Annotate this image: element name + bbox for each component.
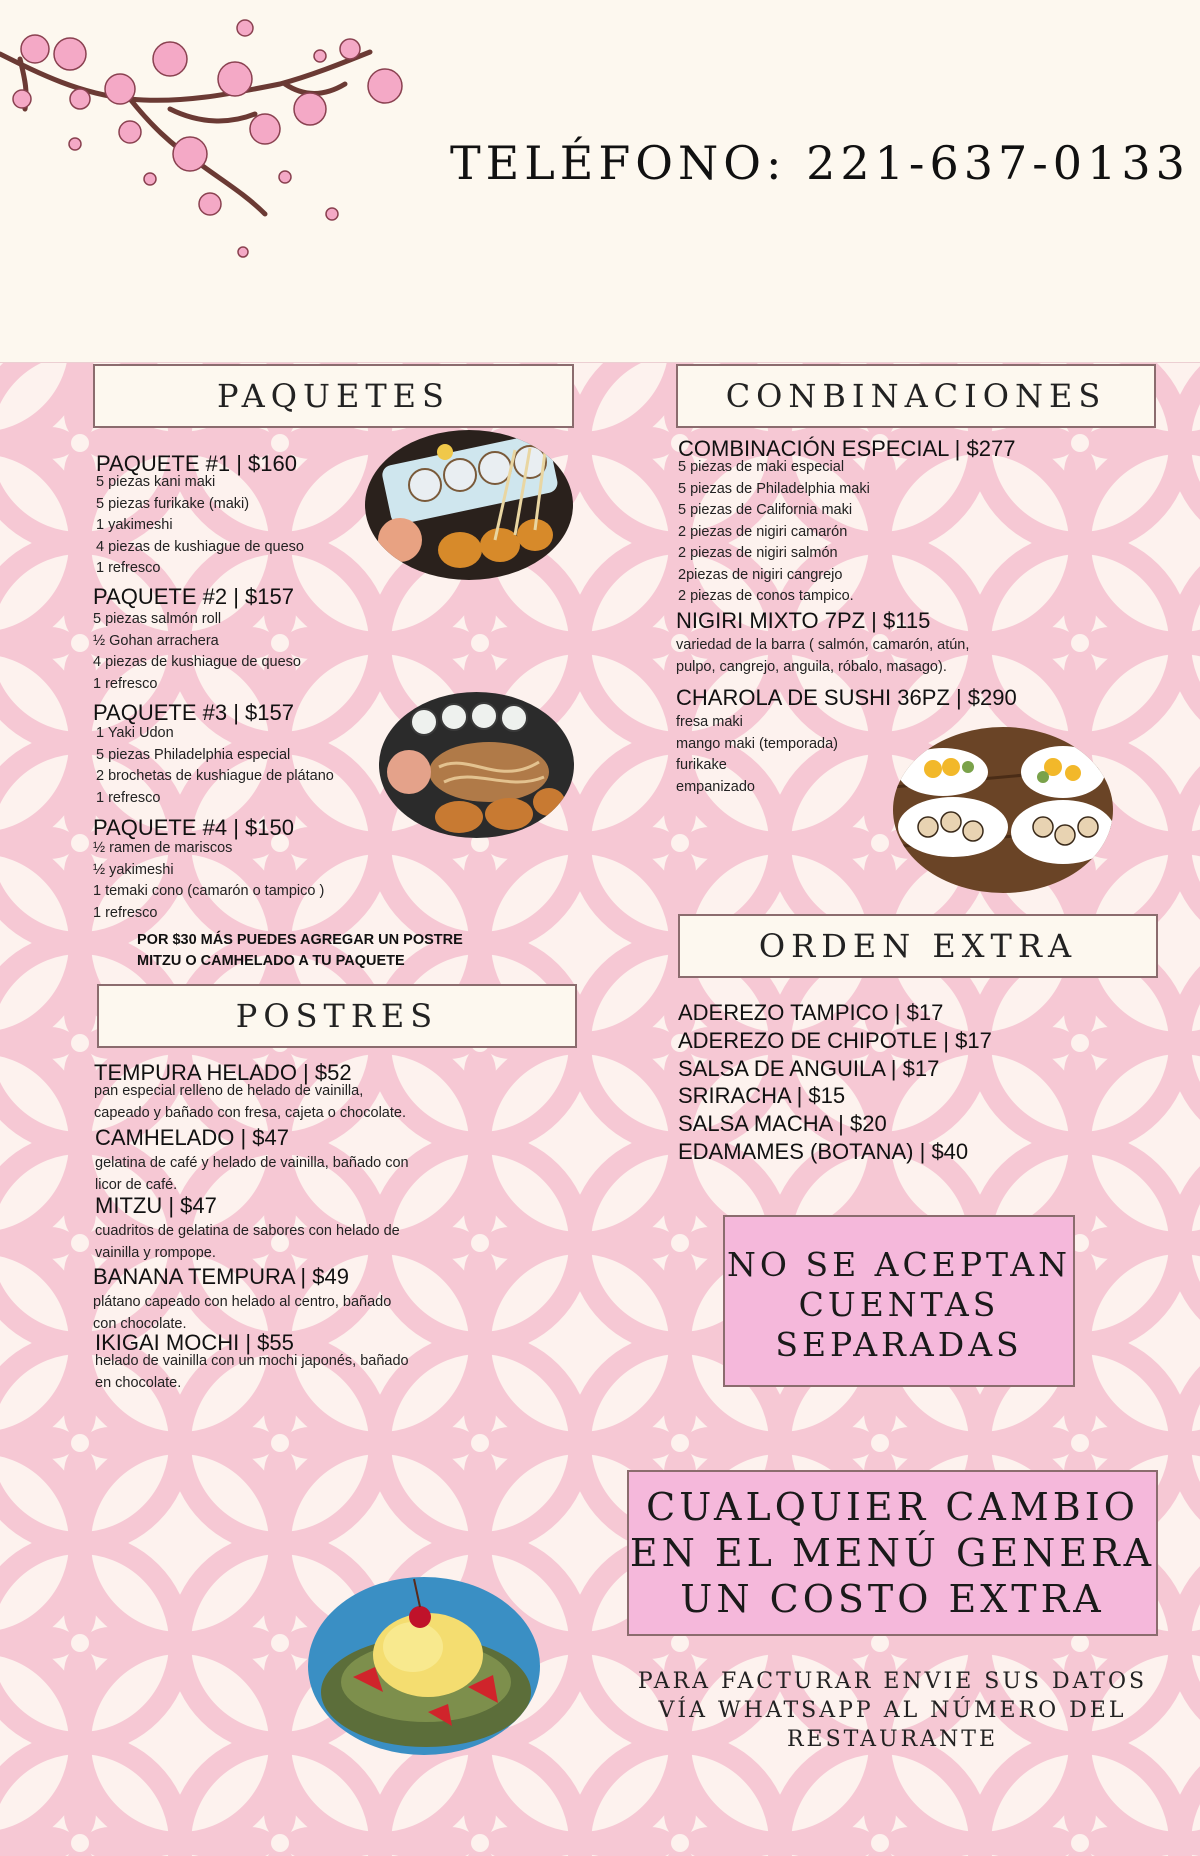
no-split-bills-notice <box>723 1215 1075 1387</box>
item-line: gelatina de café y helado de vainilla, bañado con <box>95 1155 409 1171</box>
notice-line: SEPARADAS <box>775 1325 1023 1364</box>
item-line: 2 brochetas de kushiague de plátano <box>96 768 334 784</box>
item-line: 1 refresco <box>93 904 158 921</box>
item-line: cuadritos de gelatina de sabores con helado de <box>95 1223 400 1239</box>
paquete-title: PAQUETE #1 | $160 <box>96 451 297 476</box>
combinacion-title: COMBINACIÓN ESPECIAL | $277 <box>678 436 1016 461</box>
extra-item: EDAMAMES (BOTANA) | $40 <box>678 1138 969 1164</box>
postre-3 <box>95 1193 400 1264</box>
dessert-photo <box>308 1577 540 1755</box>
note-line: MITZU O CAMHELADO A TU PAQUETE <box>137 953 405 969</box>
item-line: fresa maki <box>676 714 743 730</box>
item-line: 5 piezas Philadelphia especial <box>96 746 291 763</box>
item-line: pulpo, cangrejo, anguila, róbalo, masago). <box>676 658 947 675</box>
extra-item: SALSA MACHA | $20 <box>678 1111 887 1137</box>
item-line: 5 piezas kani maki <box>96 474 216 490</box>
extra-item: ADEREZO TAMPICO | $17 <box>678 1000 944 1025</box>
item-line: 1 yakimeshi <box>96 517 173 533</box>
note-line: POR $30 MÁS PUEDES AGREGAR UN POSTRE <box>137 932 463 948</box>
paquete-2 <box>93 584 301 695</box>
postres-title: POSTRES <box>97 984 577 1048</box>
note-line: VÍA WHATSAPP AL NÚMERO DEL <box>658 1698 1127 1723</box>
postre-1 <box>94 1060 406 1124</box>
item-line: licor de café. <box>95 1176 178 1193</box>
invoice-note <box>620 1667 1165 1754</box>
paquetes-title: PAQUETES <box>93 364 574 428</box>
item-line: variedad de la barra ( salmón, camarón, atún, <box>676 637 970 653</box>
header <box>0 0 1200 362</box>
item-line: 1 Yaki Udon <box>96 725 174 741</box>
item-line: vainilla y rompope. <box>95 1244 216 1261</box>
item-line: capeado y bañado con fresa, cajeta o chocolate. <box>94 1104 406 1121</box>
menu-change-notice <box>627 1470 1158 1636</box>
item-line: furikake <box>676 757 727 773</box>
combinacion-1 <box>678 436 1015 608</box>
dessert-addon-note <box>137 930 463 972</box>
item-line: con chocolate. <box>93 1315 187 1332</box>
extra-item: SRIRACHA | $15 <box>678 1083 846 1109</box>
item-line: 2 piezas de nigiri camarón <box>678 523 848 540</box>
item-line: 2 piezas de conos tampico. <box>678 588 854 604</box>
item-line: 4 piezas de kushiague de queso <box>93 654 301 670</box>
item-line: 2 piezas de nigiri salmón <box>678 545 838 561</box>
paquete-1 <box>96 451 304 580</box>
orden-extra-list <box>678 999 992 1166</box>
note-line: PARA FACTURAR ENVIE SUS DATOS <box>637 1669 1148 1694</box>
item-line: 5 piezas furikake (maki) <box>96 495 250 512</box>
phone-number: TELÉFONO: 221-637-0133 <box>450 136 1190 190</box>
paquete-title: PAQUETE #2 | $157 <box>93 584 294 609</box>
postre-title: MITZU | $47 <box>95 1193 217 1218</box>
item-line: 2piezas de nigiri cangrejo <box>678 566 843 583</box>
sushi-trays-photo <box>893 727 1113 893</box>
postre-title: BANANA TEMPURA | $49 <box>93 1264 349 1289</box>
postre-5 <box>95 1330 409 1394</box>
item-line: ½ yakimeshi <box>93 861 174 878</box>
paquete-title: PAQUETE #4 | $150 <box>93 815 294 840</box>
combinaciones-title: CONBINACIONES <box>676 364 1156 428</box>
item-line: 5 piezas de Philadelphia maki <box>678 480 870 497</box>
notice-line: CUENTAS <box>798 1285 1000 1324</box>
combinacion-title: CHAROLA DE SUSHI 36PZ | $290 <box>676 685 1017 710</box>
item-line: empanizado <box>676 778 755 795</box>
postre-title: IKIGAI MOCHI | $55 <box>95 1330 294 1355</box>
notice-line: EN EL MENÚ GENERA <box>629 1531 1156 1575</box>
item-line: pan especial relleno de helado de vainilla, <box>94 1083 364 1099</box>
postre-2 <box>95 1125 409 1196</box>
cherry-blossom-branch-icon <box>0 14 410 264</box>
item-line: 1 refresco <box>93 675 158 692</box>
item-line: 4 piezas de kushiague de queso <box>96 538 304 555</box>
item-line: helado de vainilla con un mochi japonés, bañado <box>95 1353 409 1369</box>
notice-line: CUALQUIER CAMBIO <box>646 1485 1139 1529</box>
postre-4 <box>93 1264 391 1335</box>
item-line: ½ ramen de mariscos <box>93 840 233 856</box>
notice-line: UN COSTO EXTRA <box>680 1577 1105 1621</box>
note-line: RESTAURANTE <box>786 1727 999 1752</box>
item-line: plátano capeado con helado al centro, bañado <box>93 1294 392 1310</box>
item-line: 5 piezas de California maki <box>678 502 853 518</box>
item-line: en chocolate. <box>95 1374 182 1391</box>
item-line: 1 refresco <box>96 789 161 806</box>
item-line: 5 piezas de maki especial <box>678 459 845 475</box>
item-line: ½ Gohan arrachera <box>93 632 219 649</box>
item-line: mango maki (temporada) <box>676 735 838 752</box>
paquete-3 <box>93 700 334 809</box>
noodle-platter-photo <box>379 692 574 838</box>
paquete-title: PAQUETE #3 | $157 <box>93 700 294 725</box>
item-line: 5 piezas salmón roll <box>93 611 222 627</box>
extra-item: SALSA DE ANGUILA | $17 <box>678 1055 940 1081</box>
extra-item: ADEREZO DE CHIPOTLE | $17 <box>678 1027 992 1053</box>
combinacion-title: NIGIRI MIXTO 7PZ | $115 <box>676 608 931 633</box>
orden-extra-title: ORDEN EXTRA <box>678 914 1158 978</box>
item-line: 1 temaki cono (camarón o tampico ) <box>93 883 325 899</box>
notice-line: NO SE ACEPTAN <box>727 1245 1071 1284</box>
combinacion-2 <box>676 608 969 678</box>
paquete-4 <box>93 815 324 924</box>
postre-title: CAMHELADO | $47 <box>95 1125 290 1150</box>
item-line: 1 refresco <box>96 560 161 576</box>
postre-title: TEMPURA HELADO | $52 <box>94 1060 352 1085</box>
sushi-platter-photo <box>365 430 573 580</box>
